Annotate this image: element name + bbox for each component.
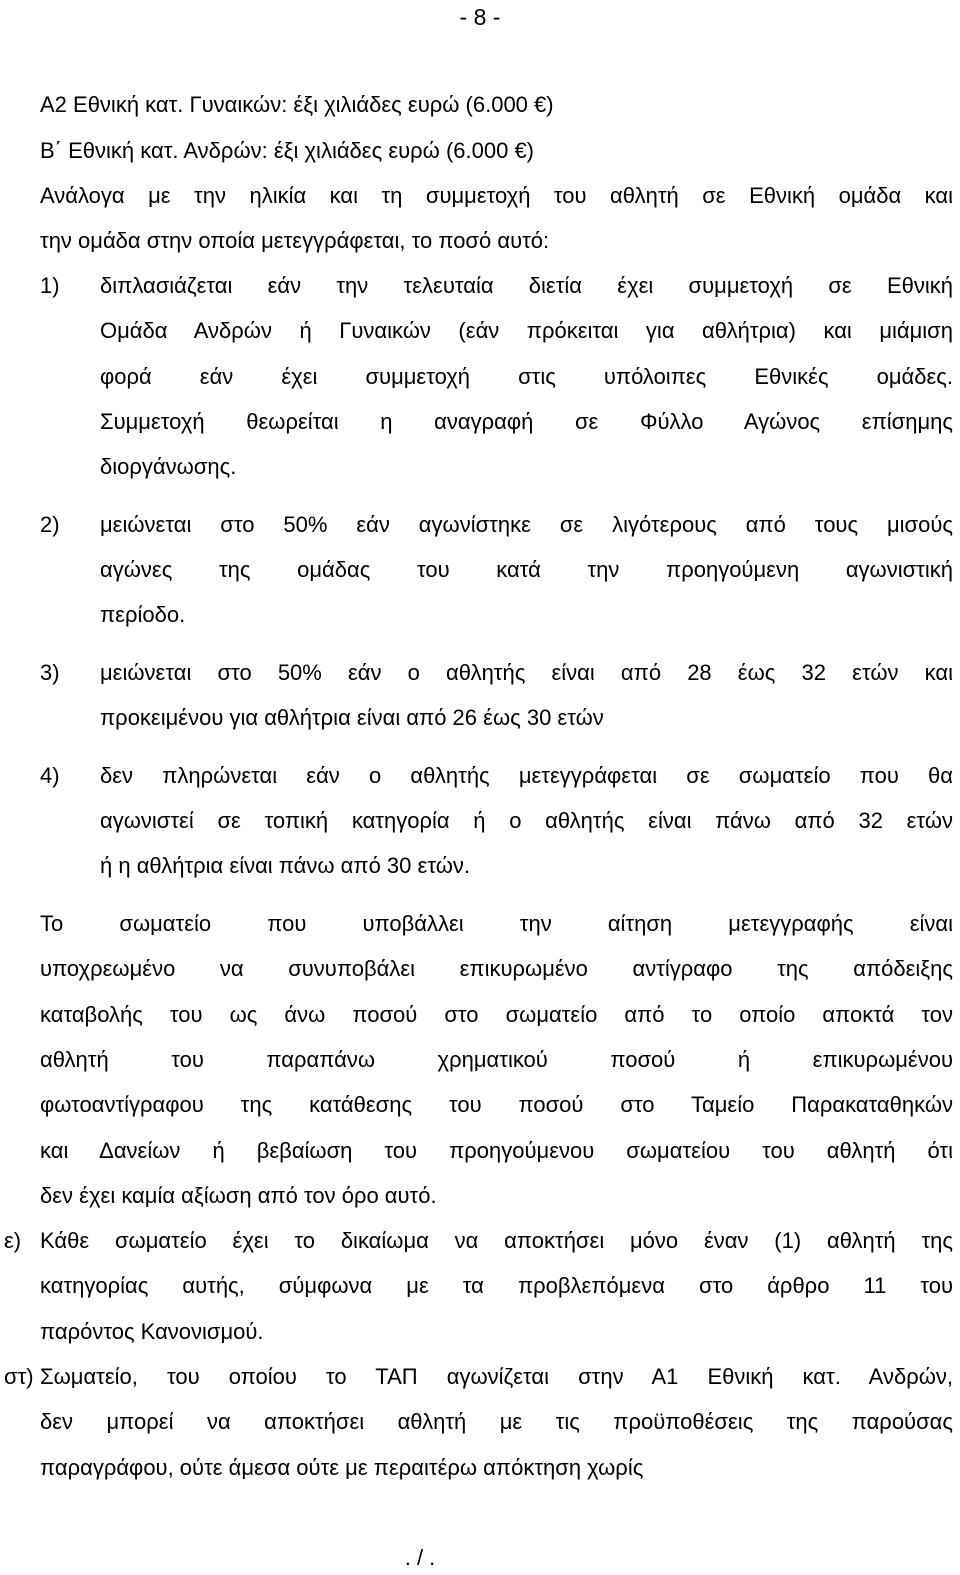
text-line: καταβολής του ως άνω ποσού στο σωματείο από το οποίο αποκτά τον [40, 1002, 953, 1027]
text-line: Κάθε σωματείο έχει το δικαίωμα να αποκτήσει μόνο έναν (1) αθλητή της [40, 1228, 953, 1253]
item-label: στ) [4, 1364, 34, 1389]
text-line: αγωνιστεί σε τοπική κατηγορία ή ο αθλητής είναι πάνω από 32 ετών [100, 808, 953, 833]
text-line: προκειμένου για αθλήτρια είναι από 26 έως 30 ετών [100, 705, 604, 730]
text-line: ή η αθλήτρια είναι πάνω από 30 ετών. [100, 853, 470, 878]
text-line: δεν έχει καμία αξίωση από τον όρο αυτό. [40, 1183, 437, 1208]
text-line: μειώνεται στο 50% εάν αγωνίστηκε σε λιγότερους από τους μισούς [100, 512, 953, 537]
text-line: αθλητή του παραπάνω χρηματικού ποσού ή επικυρωμένου [40, 1047, 953, 1072]
text-line: Σωματείο, του οποίου το ΤΑΠ αγωνίζεται στην Α1 Εθνική κατ. Ανδρών, [40, 1364, 953, 1389]
text-line: Ομάδα Ανδρών ή Γυναικών (εάν πρόκειται για αθλήτρια) και μιάμιση [100, 318, 953, 343]
text-line: παρόντος Κανονισμού. [40, 1319, 264, 1344]
text-line: διοργάνωσης. [100, 454, 237, 479]
text-line: δεν πληρώνεται εάν ο αθλητής μετεγγράφεται σε σωματείο που θα [100, 763, 953, 788]
text-line: κατηγορίας αυτής, σύμφωνα με τα προβλεπόμενα στο άρθρο 11 του [40, 1273, 953, 1298]
text-line: φορά εάν έχει συμμετοχή στις υπόλοιπες Εθνικές ομάδες. [100, 364, 953, 389]
text-line: υποχρεωμένο να συνυποβάλει επικυρωμένο αντίγραφο της απόδειξης [40, 956, 953, 981]
text-line: και Δανείων ή βεβαίωση του προηγούμενου σωματείου του αθλητή ότι [40, 1138, 953, 1163]
item-number: 1) [40, 273, 60, 298]
text-line: δεν μπορεί να αποκτήσει αθλητή με τις προϋποθέσεις της παρούσας [40, 1409, 953, 1434]
text-line: μειώνεται στο 50% εάν ο αθλητής είναι από 28 έως 32 ετών και [100, 660, 953, 685]
text-line: A2 Εθνική κατ. Γυναικών: έξι χιλιάδες ευρώ (6.000 €) [40, 92, 554, 117]
text-line: Το σωματείο που υποβάλλει την αίτηση μετεγγραφής είναι [40, 911, 953, 936]
item-number: 3) [40, 660, 60, 685]
text-line: Ανάλογα με την ηλικία και τη συμμετοχή του αθλητή σε Εθνική ομάδα και [40, 183, 953, 208]
text-line: Συμμετοχή θεωρείται η αναγραφή σε Φύλλο Αγώνος επίσημης [100, 409, 953, 434]
text-line: την ομάδα στην οποία μετεγγράφεται, το ποσό αυτό: [40, 228, 550, 253]
text-line: διπλασιάζεται εάν την τελευταία διετία έχει συμμετοχή σε Εθνική [100, 273, 953, 298]
continuation-mark: . / . [404, 1545, 436, 1570]
text-line: B΄ Εθνική κατ. Ανδρών: έξι χιλιάδες ευρώ (6.000 €) [40, 138, 535, 163]
page-number: - 8 - [459, 4, 501, 30]
text-line: περίοδο. [100, 602, 186, 627]
text-line: αγώνες της ομάδας του κατά την προηγούμενη αγωνιστική [100, 557, 953, 582]
text-line: φωτοαντίγραφου της κατάθεσης του ποσού στο Ταμείο Παρακαταθηκών [40, 1092, 953, 1117]
item-number: 2) [40, 512, 60, 537]
text-line: παραγράφου, ούτε άμεσα ούτε με περαιτέρω απόκτηση χωρίς [40, 1455, 644, 1480]
item-number: 4) [40, 763, 60, 788]
item-label: ε) [4, 1228, 22, 1253]
